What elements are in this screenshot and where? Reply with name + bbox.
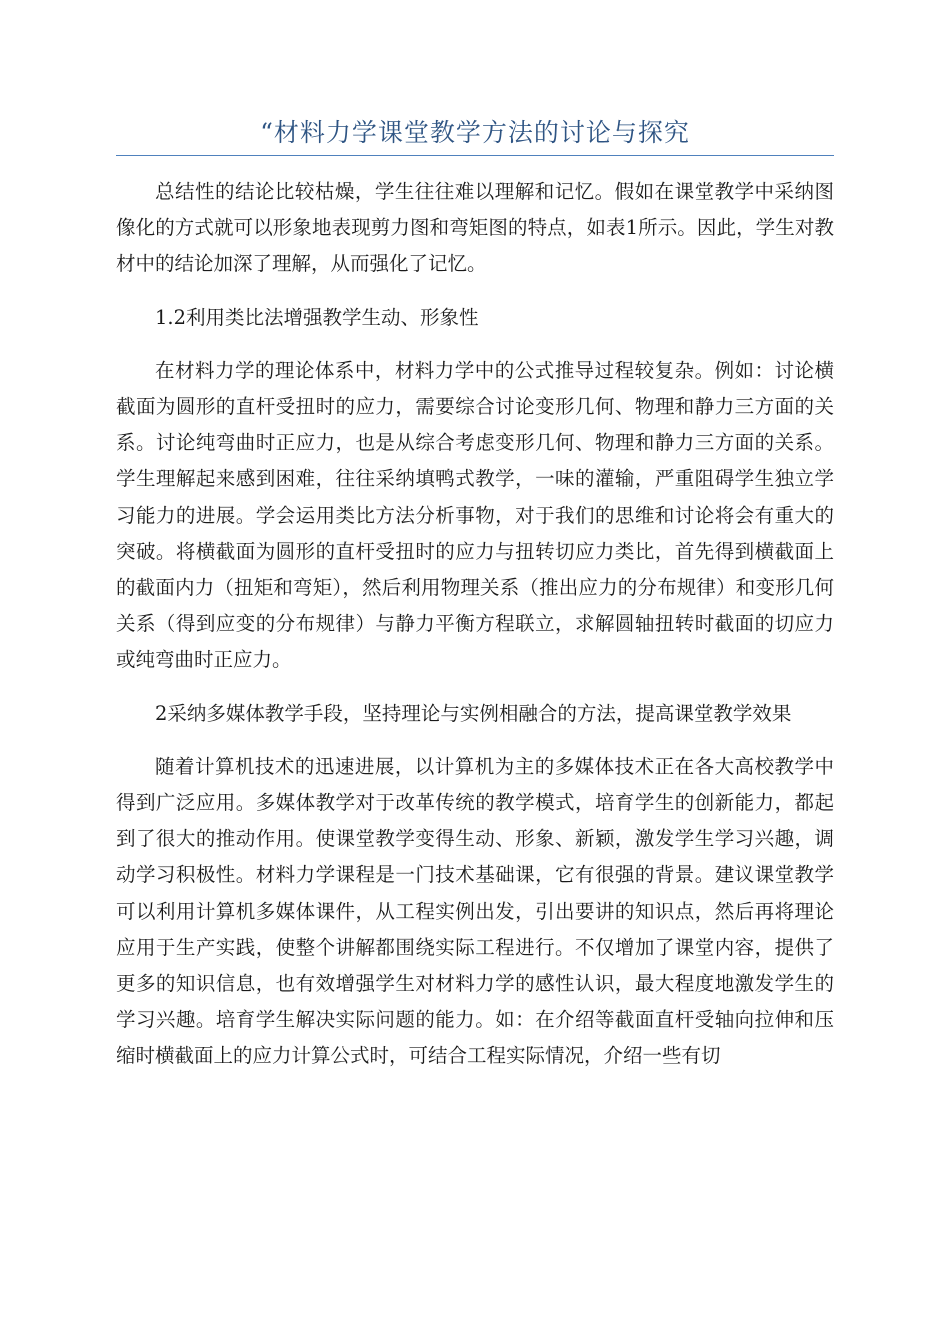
paragraph-gap — [116, 732, 834, 749]
section-heading-1-2: 1.2利用类比法增强教学生动、形象性 — [155, 305, 479, 329]
document-body — [116, 174, 834, 1075]
paragraph-gap — [116, 283, 834, 300]
section-heading-2: 2采纳多媒体教学手段，坚持理论与实例相融合的方法，提高课堂教学效果 — [155, 701, 792, 725]
paragraph-multimedia-teaching: 随着计算机技术的迅速进展，以计算机为主的多媒体技术正在各大高校教学中得到广泛应用。多媒体教学对于改革传统的教学模式，培育学生的创新能力，都起到了很大的推动作用。使课堂教学变得生动、形象、新颖，激发学生学习兴趣，调动学习积极性。材料力学课程是一门技术基础课，它有很强的背景。建议课堂教学可以利用计算机多媒体课件，从工程实例出发，引出要讲的知识点，然后再将理论应用于生产实践，使整个讲解都围绕实际工程进行。不仅增加了课堂内容，提供了更多的知识信息，也有效增强学生对材料力学的感性认识，最大程度地激发学生的学习兴趣。培育学生解决实际问题的能力。如：在介绍等截面直杆受轴向拉伸和压缩时横截面上的应力计算公式时，可结合工程实际情况，介绍一些有切 — [116, 754, 834, 1068]
paragraph-gap — [116, 336, 834, 353]
paragraph-gap — [116, 679, 834, 696]
document-title: “材料力学课堂教学方法的讨论与探究 — [260, 118, 690, 147]
paragraph-analogy-method: 在材料力学的理论体系中，材料力学中的公式推导过程较复杂。例如：讨论横截面为圆形的直杆受扭时的应力，需要综合讨论变形几何、物理和静力三方面的关系。讨论纯弯曲时正应力，也是从综合考虑变形几何、物理和静力三方面的关系。学生理解起来感到困难，往往采纳填鸭式教学，一味的灌输，严重阻碍学生独立学习能力的进展。学会运用类比方法分析事物，对于我们的思维和讨论将会有重大的突破。将横截面为圆形的直杆受扭时的应力与扭转切应力类比，首先得到横截面上的截面内力（扭矩和弯矩），然后利用物理关系（推出应力的分布规律）和变形几何关系（得到应变的分布规律）与静力平衡方程联立，求解圆轴扭转时截面的切应力或纯弯曲时正应力。 — [116, 358, 834, 672]
title-underline — [116, 155, 834, 156]
document-page — [116, 0, 834, 1344]
paragraph-conclusion-memory: 总结性的结论比较枯燥，学生往往难以理解和记忆。假如在课堂教学中采纳图像化的方式就可以形象地表现剪力图和弯矩图的特点，如表1所示。因此，学生对教材中的结论加深了理解，从而强化了记忆。 — [116, 180, 834, 276]
